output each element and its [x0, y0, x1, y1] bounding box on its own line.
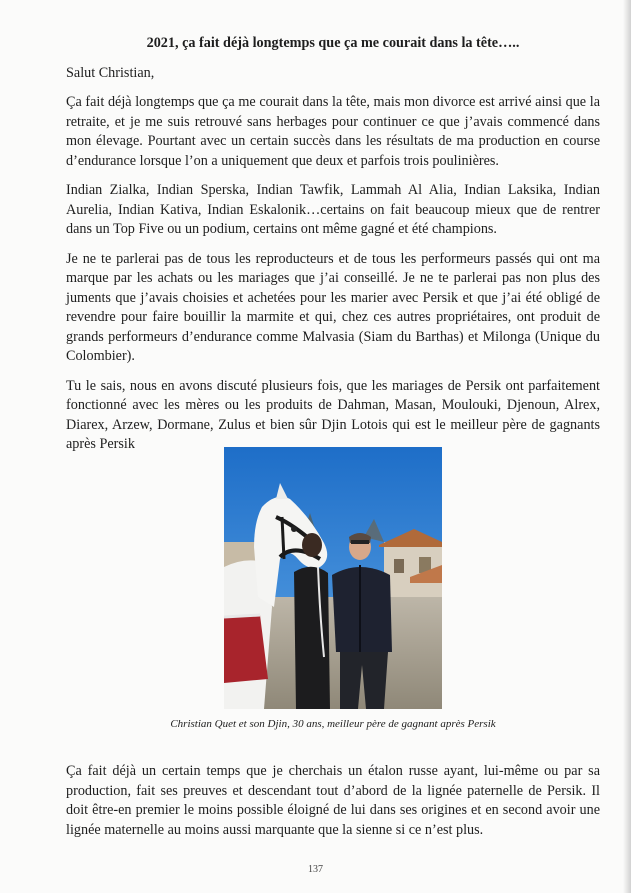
closing-paragraph: Ça fait déjà un certain temps que je cherchais un étalon russe ayant, lui-même ou par sa production, fait ses preuves et descendant tout d’abord de la lignée paternelle de Persik. Il doit être-en premier le moins possible éloigné de lui dans ses origines et en second avoir une lignée maternelle au moins aussi marquante que la sienne si ce n’est plus.: [66, 763, 600, 838]
photo-illustration: [224, 447, 442, 709]
paragraph-3: Je ne te parlerai pas de tous les reproducteurs et de tous les performeurs passés qui ont ma marque par les achats ou les mariages que j’ai conseillé. Je ne te parlerai pas non plus des juments que j’avais choisies et achetées pour les marier avec Persik et que j’ai été obligé de revendre pour faire bouillir la marmite et qui, chez ces autres propriétaires, ont produit de grands performeurs d’endurance comme Malvasia (Siam du Barthas) et Milonga (Unique du Colombier).: [66, 250, 600, 364]
page-title: 2021, ça fait déjà longtemps que ça me courait dans la tête…..: [146, 35, 520, 51]
photo-caption: Christian Quet et son Djin, 30 ans, meilleur père de gagnant après Persik: [170, 718, 496, 730]
page-number: 137: [308, 864, 323, 875]
paragraph-4: Tu le sais, nous en avons discuté plusieurs fois, que les mariages de Persik ont parfaitement fonctionné avec les mères ou les produits de Dahman, Masan, Moulouki, Djenoun, Alrex, Diarex, Arzew, Dormane, Zulus et bien sûr Djin Lotois qui est le meilleur père de gagnants après Persik: [66, 377, 600, 452]
page-edge-shadow: [623, 0, 631, 893]
closing-text-block: [66, 762, 600, 850]
main-text-block: [66, 33, 600, 465]
salutation: Salut Christian,: [66, 65, 155, 81]
paragraph-2: Indian Zialka, Indian Sperska, Indian Tawfik, Lammah Al Alia, Indian Laksika, Indian Aurelia, Indian Kativa, Indian Eskalonik…certains on fait beaucoup mieux que de rentrer dans un Top Five ou un podium, certains ont même gagné et été champions.: [66, 182, 600, 237]
horse-and-man-photo: [224, 447, 442, 709]
paragraph-1: Ça fait déjà longtemps que ça me courait dans la tête, mais mon divorce est arrivé ainsi que la retraite, et je me suis retrouvé sans herbages pour continuer ce que j’avais commencé dans mon élevage. Pourtant avec un certain succès dans les résultats de ma production en course d’endurance lorsque l’on a uniquement que deux et parfois trois poulinières.: [66, 94, 600, 169]
